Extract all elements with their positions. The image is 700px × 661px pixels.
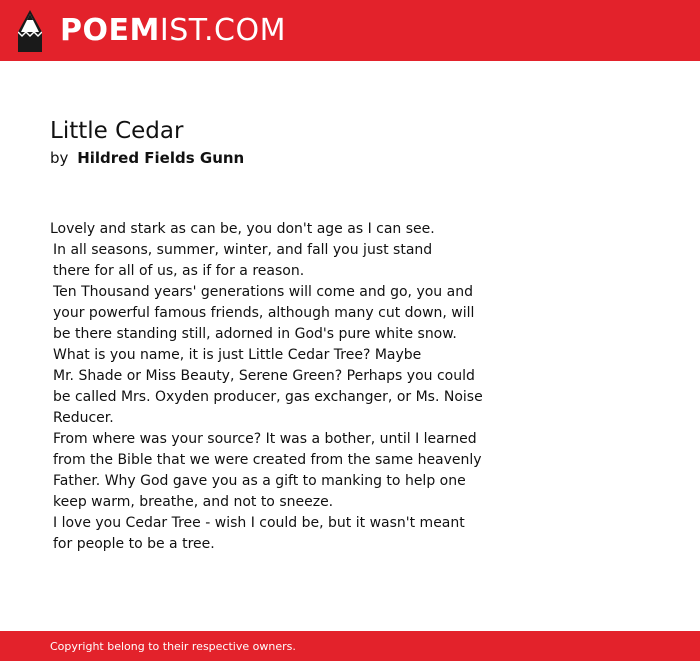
poem-line: Reducer.: [53, 410, 114, 426]
poem-line: Mr. Shade or Miss Beauty, Serene Green? Perhaps you could: [53, 368, 475, 384]
poem-heading: [50, 116, 650, 168]
author-name: Hildred Fields Gunn: [77, 149, 245, 167]
copyright-text: Copyright belong to their respective owners.: [50, 639, 296, 653]
poem-title: Little Cedar: [50, 118, 184, 144]
site-header: [0, 0, 700, 61]
logo-text-light: IST.COM: [159, 12, 286, 48]
site-logo-text: [60, 12, 286, 48]
poem-body: [50, 219, 490, 555]
poem-line: keep warm, breathe, and not to sneeze.: [53, 494, 334, 510]
poem-line: be there standing still, adorned in God's pure white snow.: [53, 326, 457, 342]
pencil-icon: [18, 10, 42, 52]
poem-line: from the Bible that we were created from the same heavenly: [53, 452, 482, 468]
poem-line: I love you Cedar Tree - wish I could be, but it wasn't meant: [53, 515, 465, 531]
poem-line: your powerful famous friends, although many cut down, will: [53, 305, 475, 321]
logo-text-bold: POEM: [60, 12, 160, 48]
poem-line: Father. Why God gave you as a gift to manking to help one: [53, 473, 466, 489]
poem-line: Ten Thousand years' generations will come and go, you and: [53, 284, 473, 300]
site-footer: [0, 631, 700, 661]
byline: [50, 148, 650, 168]
site-logo-link[interactable]: [18, 10, 286, 52]
poem-line: What is you name, it is just Little Cedar Tree? Maybe: [53, 347, 422, 363]
poem-line: be called Mrs. Oxyden producer, gas exchanger, or Ms. Noise: [53, 389, 483, 405]
poem-line: From where was your source? It was a bother, until I learned: [53, 431, 477, 447]
byline-prefix: by: [50, 149, 69, 167]
poem-line: there for all of us, as if for a reason.: [53, 263, 305, 279]
poem-line: Lovely and stark as can be, you don't age as I can see.: [50, 221, 435, 237]
poem-line: In all seasons, summer, winter, and fall you just stand: [53, 242, 433, 258]
poem-line: for people to be a tree.: [53, 536, 215, 552]
